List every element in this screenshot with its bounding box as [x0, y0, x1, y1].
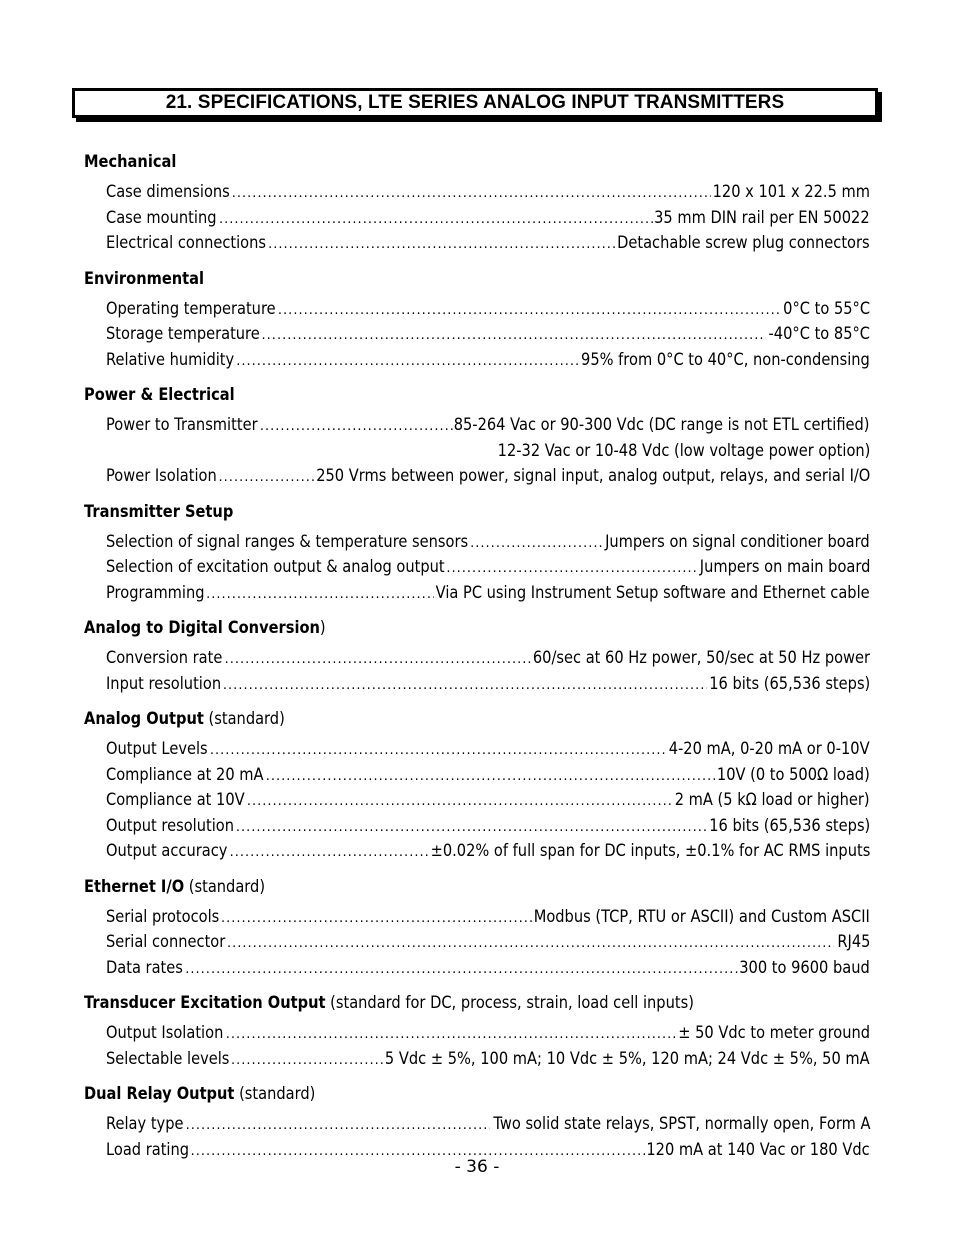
spec-row: [106, 956, 870, 982]
spec-row: [106, 530, 870, 556]
spec-section: [84, 381, 870, 490]
section-heading-label: Mechanical: [84, 152, 177, 172]
spec-row: [106, 581, 870, 607]
section-heading-label: Analog Output: [84, 709, 204, 729]
dot-leader: [278, 298, 781, 324]
spec-value: 2 mA (5 kΩ load or higher): [675, 790, 870, 810]
spec-value: Jumpers on main board: [699, 557, 870, 577]
spec-row: [106, 555, 870, 581]
spec-section: [84, 614, 870, 697]
spec-row: [106, 646, 870, 672]
spec-value: 60/sec at 60 Hz power, 50/sec at 50 Hz power: [532, 648, 870, 668]
spec-label: Operating temperature: [106, 298, 276, 319]
dot-leader: [223, 673, 707, 699]
spec-value: 5 Vdc ± 5%, 100 mA; 10 Vdc ± 5%, 120 mA; 24 Vdc ± 5%, 50 mA: [385, 1048, 870, 1069]
spec-label: Relative humidity: [106, 349, 235, 370]
spec-section: [84, 148, 870, 257]
dot-leader: [219, 207, 653, 233]
dot-leader: [226, 1022, 676, 1048]
spec-row: [106, 413, 870, 439]
spec-value: 85-264 Vac or 90-300 Vdc (DC range is not ETL certified): [454, 415, 870, 435]
dot-leader: [206, 582, 434, 608]
spec-label: Case mounting: [106, 207, 217, 228]
dot-leader: [219, 465, 314, 491]
spec-value: 250 Vrms between power, signal input, analog output, relays, and serial I/O: [315, 466, 870, 486]
spec-label: Storage temperature: [106, 324, 260, 344]
spec-value: Two solid state relays, SPST, normally open, Form A: [492, 1114, 870, 1134]
section-heading-label: Environmental: [84, 268, 205, 289]
spec-value: 35 mm DIN rail per EN 50022: [654, 207, 870, 228]
spec-label: Power Isolation: [106, 466, 217, 486]
dot-leader: [446, 556, 697, 582]
dot-leader: [227, 931, 835, 957]
spec-row: [106, 206, 870, 232]
spec-label: Serial connector: [106, 932, 226, 952]
dot-leader: [210, 738, 668, 764]
dot-leader: [225, 647, 531, 673]
section-heading-label: Analog to Digital Conversion: [84, 618, 320, 638]
dot-leader: [236, 349, 579, 375]
section-heading: [84, 265, 760, 293]
dot-leader: [260, 414, 453, 440]
spec-row: [106, 231, 870, 257]
spec-label: Output resolution: [106, 815, 235, 836]
dot-leader: [231, 1048, 384, 1074]
section-heading: [84, 989, 760, 1017]
spec-value: -40°C to 85°C: [768, 324, 870, 344]
spec-label: Selection of excitation output & analog output: [106, 557, 445, 577]
spec-row: [106, 1021, 870, 1047]
spec-row: [106, 297, 870, 323]
spec-value: 4-20 mA, 0-20 mA or 0-10V: [669, 739, 870, 759]
dot-leader: [266, 764, 716, 790]
spec-value: Modbus (TCP, RTU or ASCII) and Custom ASCII: [533, 906, 870, 927]
spec-label: Compliance at 20 mA: [106, 764, 264, 785]
spec-value: Via PC using Instrument Setup software and Ethernet cable: [436, 582, 870, 603]
spec-row: [106, 1047, 870, 1073]
spec-value: 12-32 Vac or 10-48 Vdc (low voltage power option): [497, 440, 870, 461]
page-number: - 36 -: [454, 1157, 500, 1177]
section-heading: [84, 873, 760, 901]
section-heading-label: Dual Relay Output: [84, 1084, 235, 1104]
spec-label: Input resolution: [106, 673, 222, 694]
spec-section: [84, 265, 870, 374]
dot-leader: [230, 840, 428, 866]
spec-label: Programming: [106, 582, 205, 603]
spec-label: Serial protocols: [106, 906, 220, 927]
spec-value: Detachable screw plug connectors: [617, 233, 870, 253]
dot-leader: [470, 531, 604, 557]
spec-label: Selectable levels: [106, 1048, 230, 1069]
spec-section: [84, 989, 870, 1072]
dot-leader: [262, 323, 767, 349]
spec-row: [106, 763, 870, 789]
dot-leader: [185, 957, 737, 983]
spec-label: Power to Transmitter: [106, 415, 258, 435]
spec-row: [106, 672, 870, 698]
section-heading-label: Transmitter Setup: [84, 501, 234, 522]
spec-value: ±0.02% of full span for DC inputs, ±0.1% for AC RMS inputs: [430, 841, 870, 861]
spec-label: Conversion rate: [106, 648, 223, 668]
section-heading: [84, 498, 760, 526]
spec-value: 95% from 0°C to 40°C, non-condensing: [581, 349, 870, 370]
spec-label: Electrical connections: [106, 233, 267, 253]
spec-row: [106, 180, 870, 206]
dot-leader: [236, 815, 707, 841]
spec-row: [106, 737, 870, 763]
spec-label: Output Levels: [106, 739, 208, 759]
spec-value: Jumpers on signal conditioner board: [605, 531, 870, 552]
spec-value: 16 bits (65,536 steps): [708, 673, 870, 694]
section-heading: [84, 381, 760, 409]
spec-list: [84, 148, 870, 1171]
spec-section: [84, 1080, 870, 1163]
spec-label: Compliance at 10V: [106, 790, 245, 810]
dot-leader: [221, 906, 532, 932]
spec-section: [84, 498, 870, 607]
spec-value: 120 mA at 140 Vac or 180 Vdc: [646, 1139, 870, 1160]
section-heading: [84, 705, 760, 733]
section-heading-label: Power & Electrical: [84, 385, 235, 405]
spec-row: [106, 788, 870, 814]
spec-label: Data rates: [106, 957, 183, 978]
section-heading-label: Ethernet I/O: [84, 876, 185, 897]
spec-row: [106, 839, 870, 865]
spec-section: [84, 705, 870, 865]
section-heading: [84, 1080, 760, 1108]
section-title-box: [72, 88, 878, 118]
spec-row: [106, 348, 870, 374]
spec-value: RJ45: [836, 932, 870, 952]
section-heading-note: (standard): [184, 876, 266, 897]
spec-row: [106, 930, 870, 956]
dot-leader: [268, 232, 616, 258]
spec-value: 300 to 9600 baud: [739, 957, 870, 978]
spec-label: Case dimensions: [106, 182, 230, 202]
spec-value: ± 50 Vdc to meter ground: [678, 1023, 870, 1043]
section-title: 21. SPECIFICATIONS, LTE SERIES ANALOG INPUT TRANSMITTERS: [165, 92, 785, 113]
spec-label: Output Isolation: [106, 1023, 224, 1043]
spec-label: Selection of signal ranges & temperature sensors: [106, 531, 469, 552]
section-heading-label: Transducer Excitation Output: [84, 993, 326, 1013]
section-heading-note: ): [319, 618, 326, 638]
dot-leader: [247, 789, 674, 815]
spec-row: [106, 814, 870, 840]
spec-section: [84, 873, 870, 982]
section-heading-note: (standard for DC, process, strain, load cell inputs): [325, 993, 694, 1013]
spec-label: Load rating: [106, 1139, 190, 1160]
dot-leader: [232, 181, 711, 207]
section-heading: [84, 614, 760, 642]
section-heading-note: (standard): [234, 1084, 316, 1104]
spec-value: 0°C to 55°C: [783, 298, 870, 319]
spec-value: 16 bits (65,536 steps): [708, 815, 870, 836]
section-heading-note: (standard): [203, 709, 285, 729]
spec-value: 10V (0 to 500Ω load): [717, 764, 870, 785]
spec-row: [106, 439, 870, 465]
dot-leader: [186, 1113, 491, 1139]
spec-row: [106, 322, 870, 348]
spec-label: Output accuracy: [106, 841, 228, 861]
section-heading: [84, 148, 760, 176]
spec-row: [106, 464, 870, 490]
spec-row: [106, 905, 870, 931]
spec-row: [106, 1112, 870, 1138]
spec-label: Relay type: [106, 1114, 184, 1134]
spec-value: 120 x 101 x 22.5 mm: [712, 182, 870, 202]
